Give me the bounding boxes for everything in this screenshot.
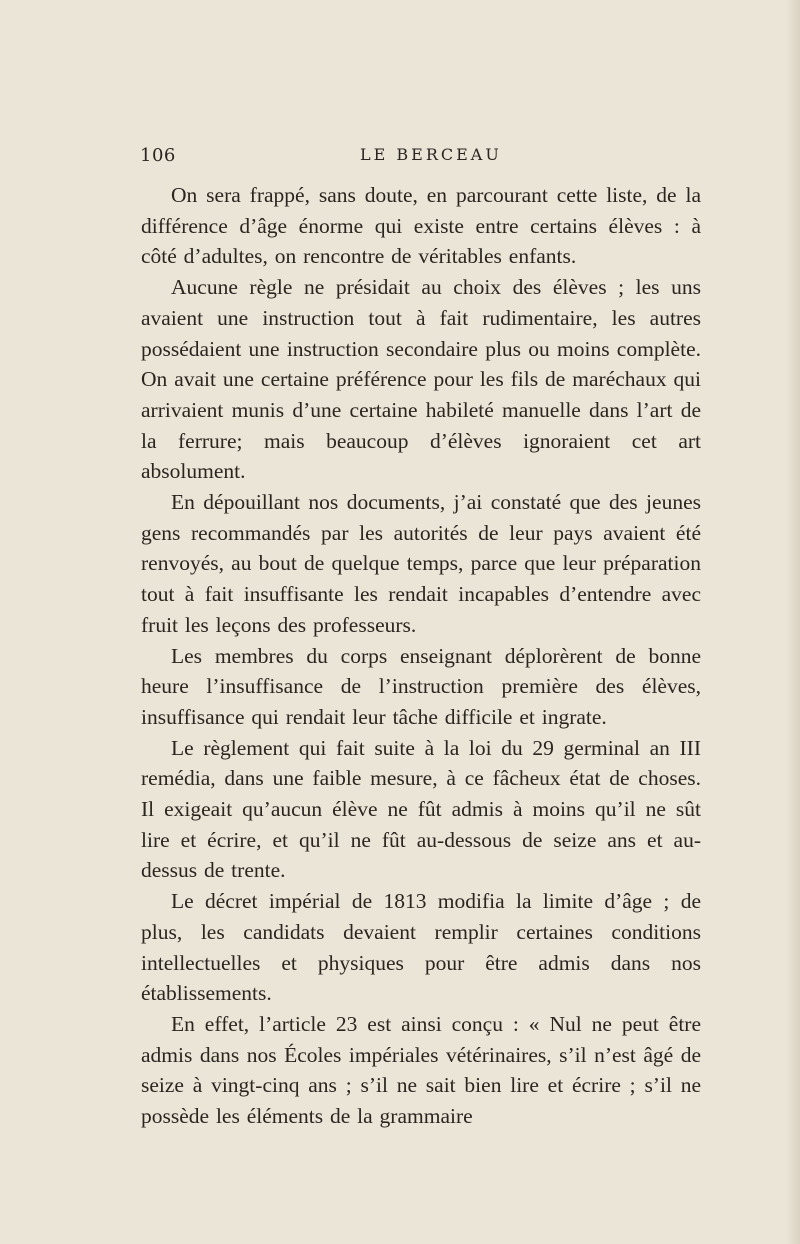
page-edge-shadow [786,0,800,1244]
paragraph: On sera frappé, sans doute, en parcourant cette liste, de la différence d’âge énorme qui existe entre certains élèves : à côté d’adultes, on rencontre de véritables enfants. [141,183,701,269]
paragraph: En dépouillant nos documents, j’ai constaté que des jeunes gens recommandés par les autorités de leur pays avaient été renvoyés, au bout de quelque temps, parce que leur préparation tout à fait insuffisante les rendait incapables d’entendre avec fruit les leçons des professeurs. [141,490,701,637]
page-number: 106 [140,145,176,166]
paragraph: Le décret impérial de 1813 modifia la limite d’âge ; de plus, les candidats devaient remplir certaines conditions intellectuelles et physiques pour être admis dans nos établissements. [141,889,701,1006]
paragraph: Les membres du corps enseignant déplorèrent de bonne heure l’insuffisance de l’instruction première des élèves, insuffisance qui rendait leur tâche difficile et ingrate. [141,643,701,729]
paragraph: En effet, l’article 23 est ainsi conçu : « Nul ne peut être admis dans nos Écoles impériales vétérinaires, s’il n’est âgé de seize à vingt-cinq ans ; s’il ne sait bien lire et écrire ; s’il ne possède les éléments de la grammaire [141,1011,701,1129]
paragraph: Le règlement qui fait suite à la loi du 29 germinal an III remédia, dans une faible mesure, à ce fâcheux état de choses. Il exigeait qu’aucun élève ne fût admis à moins qu’il ne sût lire et écrire, et qu’il ne fût au-dessous de seize ans et au-dessus de trente. [141,735,701,883]
running-title: LE BERCEAU [360,145,502,164]
page-header [140,145,700,171]
paragraph: Aucune règle ne présidait au choix des élèves ; les uns avaient une instruction tout à fait rudimentaire, les autres possédaient une instruction secondaire plus ou moins complète. On avait une certaine préférence pour les fils de maréchaux qui arrivaient munis d’une certaine habileté manuelle dans l’art de la ferrure; mais beaucoup d’élèves ignoraient cet art absolument. [141,275,701,484]
body-text [141,180,701,1132]
